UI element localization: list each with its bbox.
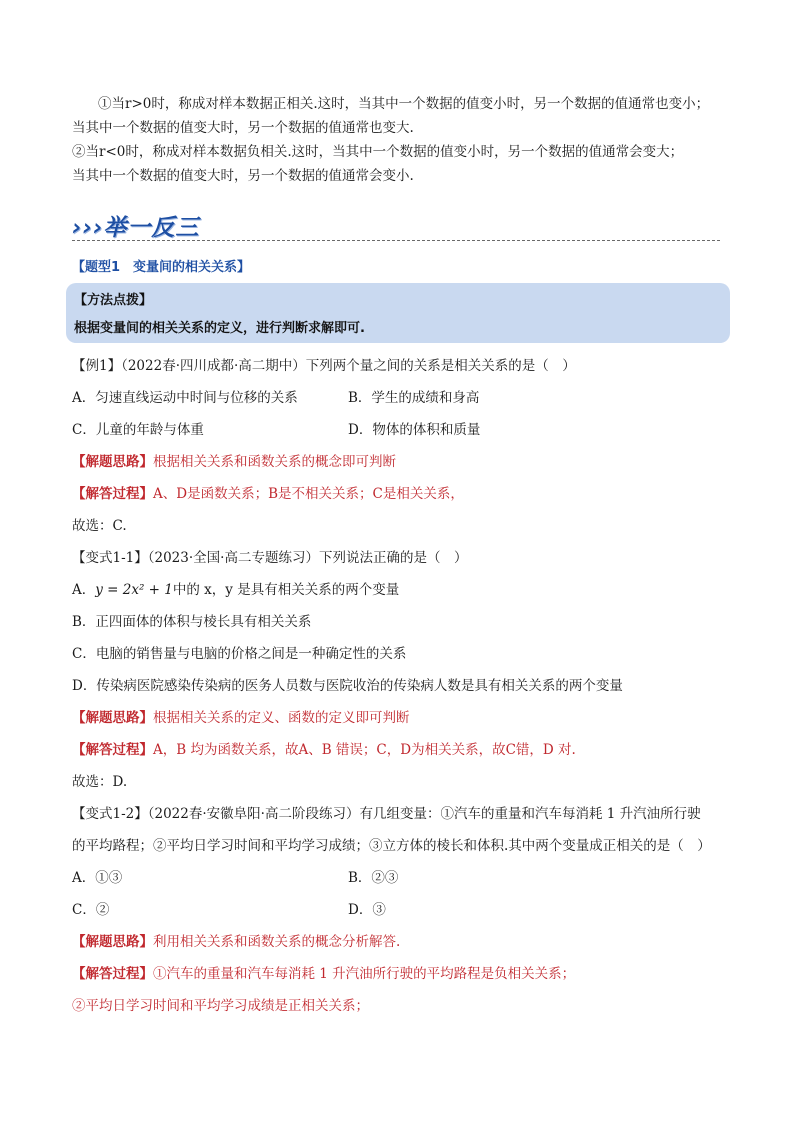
variant12-idea [72,926,732,958]
example1-option-c: C．儿童的年龄与体重 [72,422,204,438]
examples-section [72,350,732,1022]
example1-option-d: D．物体的体积和质量 [348,422,481,438]
intro-line-3: ②当r<0时，称成对样本数据负相关.这时，当其中一个数据的值变小时，另一个数据的值通常会变大； [72,144,684,160]
variant12-options-row-2 [72,894,732,926]
type1-heading: 【题型1 变量间的相关关系】 [72,260,251,275]
variant11-idea-text: 根据相关关系的定义、函数的定义即可判断 [153,710,410,726]
variant12-question [72,798,732,830]
banner-divider [72,240,720,241]
variant11-option-b: B．正四面体的体积与棱长具有相关关系 [72,614,312,630]
section-banner [72,207,720,243]
variant11-process-label: 【解答过程】 [72,742,153,758]
example1-idea-text: 根据相关关系和函数关系的概念即可判断 [153,454,396,470]
example1-question [72,350,732,382]
example1-idea [72,446,732,478]
variant11-idea-label: 【解题思路】 [72,710,153,726]
variant12-label: 【变式1-2】 [72,806,148,822]
variant12-option-c: C．② [72,902,110,918]
variant12-question-cont: 的平均路程；②平均日学习时间和平均学习成绩；③立方体的棱长和体积.其中两个变量成正相关的是（ ） [72,838,711,854]
variant11-option-a-prefix: A． [72,582,96,598]
variant12-process-label: 【解答过程】 [72,966,153,982]
example1-options-row-1 [72,382,732,414]
variant11-process [72,734,732,766]
intro-line-1: ①当r>0时，称成对样本数据正相关.这时，当其中一个数据的值变小时，另一个数据的值通常也变小； [98,96,710,112]
intro-line-4: 当其中一个数据的值变大时，另一个数据的值通常会变小. [72,168,414,184]
method-box [66,283,730,343]
variant12-process-cont: ②平均日学习时间和平均学习成绩是正相关关系； [72,998,369,1014]
variant12-idea-text: 利用相关关系和函数关系的概念分析解答. [153,934,401,950]
variant12-source: （2022春·安徽阜阳·高二阶段练习）有几组变量：①汽车的重量和汽车每消耗 1 升汽油所行驶 [147,806,701,822]
variant12-idea-label: 【解题思路】 [72,934,153,950]
example1-option-a: A．匀速直线运动中时间与位移的关系 [72,390,298,406]
example1-source: （2022春·四川成都·高二期中）下列两个量之间的关系是相关关系的是（ ） [121,358,576,374]
example1-process-text: A、D是函数关系；B是不相关关系；C是相关关系， [153,486,464,502]
variant11-label: 【变式1-1】 [72,550,148,566]
example1-process [72,478,732,510]
variant12-process-text: ①汽车的重量和汽车每消耗 1 升汽油所行驶的平均路程是负相关关系； [153,966,576,982]
banner-title: ›››举一反三 [72,215,200,241]
example1-process-label: 【解答过程】 [72,486,153,502]
example1-label: 【例1】 [72,358,122,374]
variant11-option-a [72,574,732,606]
method-body: 根据变量间的相关关系的定义，进行判断求解即可. [74,321,365,336]
example1-option-b: B．学生的成绩和身高 [348,390,480,406]
variant11-source: （2023·全国·高二专题练习）下列说法正确的是（ ） [147,550,468,566]
variant12-option-a: A．①③ [72,870,123,886]
variant11-option-a-suffix: 中的 x，y 是具有相关关系的两个变量 [172,582,400,598]
variant11-answer: 故选：D. [72,774,128,790]
example1-idea-label: 【解题思路】 [72,454,153,470]
variant11-option-c: C．电脑的销售量与电脑的价格之间是一种确定性的关系 [72,646,407,662]
variant12-option-d: D．③ [348,902,386,918]
variant11-option-d: D．传染病医院感染传染病的医务人员数与医院收治的传染病人数是具有相关关系的两个变量 [72,678,623,694]
intro-line-2: 当其中一个数据的值变大时，另一个数据的值通常也变大. [72,120,414,136]
variant11-option-a-math: y = 2x² + 1 [95,582,173,598]
example1-answer: 故选：C. [72,518,127,534]
method-heading: 【方法点拨】 [74,293,153,308]
variant12-option-b: B．②③ [348,870,399,886]
variant11-process-text: A，B 均为函数关系，故A、B 错误；C，D为相关关系，故C错，D 对. [153,742,576,758]
variant11-idea [72,702,732,734]
variant12-options-row-1 [72,862,732,894]
variant12-process [72,958,732,990]
example1-options-row-2 [72,414,732,446]
intro-section [72,92,732,188]
variant11-question [72,542,732,574]
